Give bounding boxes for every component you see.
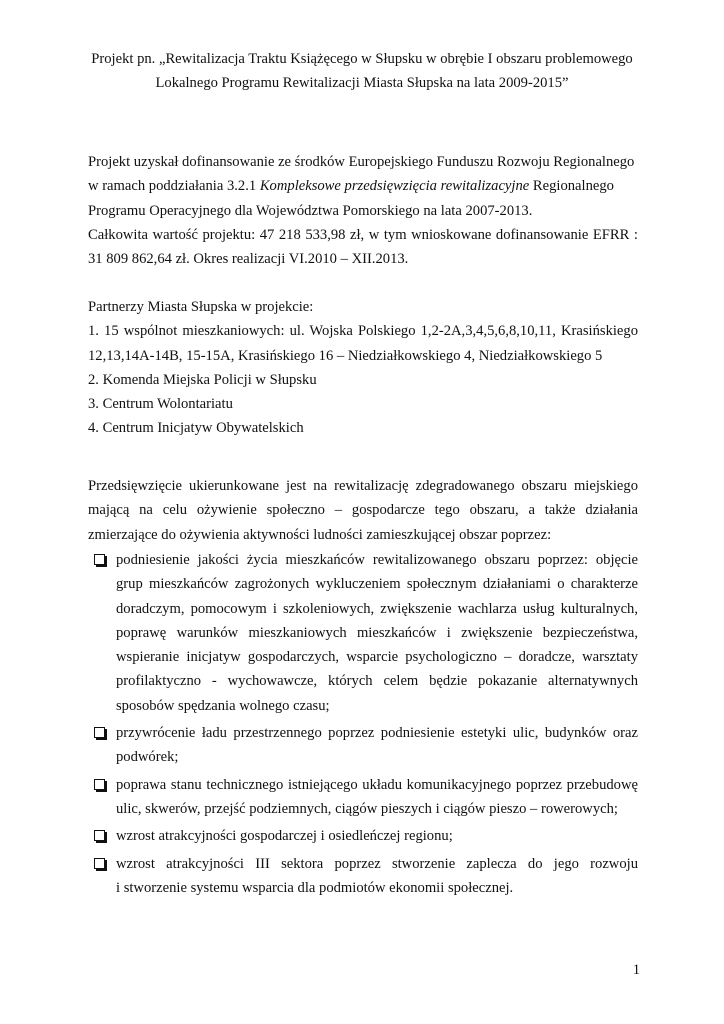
goals-bullet-list [88, 548, 638, 903]
funding-paragraph [88, 150, 638, 271]
bullet-item [88, 824, 638, 848]
bullet-line: doradczym, pomocowym i szkoleniowych, zwiększenie wachlarza usług kulturalnych, [116, 600, 638, 617]
funding-line-2-pre: w ramach poddziałania 3.2.1 [88, 178, 260, 195]
goals-intro [88, 474, 638, 547]
checkbox-bullet-icon [94, 858, 105, 869]
partner-item-4: 4. Centrum Inicjatyw Obywatelskich [88, 420, 304, 437]
checkbox-bullet-icon [94, 554, 105, 565]
bullet-line: podniesienie jakości życia mieszkańców rewitalizowanego obszaru poprzez: objęcie [116, 552, 638, 568]
partners-heading: Partnerzy Miasta Słupska w projekcie: [88, 299, 314, 315]
page-number: 1 [632, 962, 640, 978]
bullet-line: poprawa stanu technicznego istniejącego układu komunikacyjnego poprzez przebudowę [116, 776, 638, 793]
title-line-1: Projekt pn. „Rewitalizacja Traktu Książęcego w Słupsku w obrębie I obszaru problemowego [91, 51, 633, 67]
checkbox-bullet-icon [94, 727, 105, 738]
bullet-line: i stworzenie systemu wsparcia dla podmiotów ekonomii społecznej. [116, 879, 514, 896]
partner-item-1-line-1: 1. 15 wspólnot mieszkaniowych: ul. Wojska Polskiego 1,2-2A,3,4,5,6,8,10,11, Krasińskiego [88, 323, 638, 340]
bullet-line: sposobów spędzania wolnego czasu; [116, 697, 330, 714]
funding-line-4: Całkowita wartość projektu: 47 218 533,98 zł, w tym wnioskowane dofinansowanie EFRR : [88, 226, 638, 243]
bullet-item [88, 548, 638, 718]
bullet-line: przywrócenie ładu przestrzennego poprzez podniesienie estetyki ulic, budynków oraz [116, 725, 638, 742]
partner-item-1-line-2: 12,13,14A-14B, 15-15A, Krasińskiego 16 – Niedziałkowskiego 4, Niedziałkowskiego 5 [88, 347, 603, 364]
funding-line-2 [88, 174, 638, 198]
goals-intro-line-3: zmierzające do ożywienia aktywności ludności zamieszkującej obszar poprzez: [88, 526, 552, 543]
bullet-line: wspieranie inicjatyw gospodarczych, wsparcie psychologiczno – doradcze, warsztaty [116, 649, 638, 666]
bullet-line: grup mieszkańców zagrożonych wykluczeniem społecznym działaniami o charakterze [116, 576, 638, 593]
partner-item-2: 2. Komenda Miejska Policji w Słupsku [88, 371, 317, 388]
goals-intro-line-2: mającą na celu ożywienie społeczno – gospodarcze tego obszaru, a także działania [88, 502, 638, 519]
checkbox-bullet-icon [94, 830, 105, 841]
funding-line-1: Projekt uzyskał dofinansowanie ze środków Europejskiego Funduszu Rozwoju Regionalnego [88, 154, 635, 170]
partner-item-3: 3. Centrum Wolontariatu [88, 396, 233, 413]
bullet-line: podwórek; [116, 749, 179, 766]
bullet-line: profilaktyczno - wychowawcze, których celem będzie pokazanie alternatywnych [116, 673, 638, 690]
bullet-line: wzrost atrakcyjności III sektora poprzez stworzenie zaplecza do jego rozwoju [116, 855, 638, 872]
partners-section [88, 295, 638, 441]
goals-intro-line-1: Przedsięwzięcie ukierunkowane jest na rewitalizację zdegradowanego obszaru miejskiego [88, 478, 638, 494]
funding-program-name: Kompleksowe przedsięwzięcia rewitalizacyjne [259, 178, 530, 195]
bullet-line: ulic, skwerów, przejść podziemnych, ciągów pieszych i ciągów pieszo – rowerowych; [116, 800, 618, 817]
funding-line-2-post: Regionalnego [529, 178, 614, 195]
bullet-item [88, 852, 638, 901]
bullet-item [88, 773, 638, 822]
funding-line-3: Programu Operacyjnego dla Województwa Pomorskiego na lata 2007-2013. [88, 202, 533, 219]
title-line-2: Lokalnego Programu Rewitalizacji Miasta Słupska na lata 2009-2015” [155, 75, 569, 91]
bullet-line: wzrost atrakcyjności gospodarczej i osiedleńczej regionu; [116, 828, 453, 845]
bullet-line: poprawę warunków mieszkaniowych mieszkańców i zwiększenie bezpieczeństwa, [116, 624, 638, 641]
bullet-item [88, 721, 638, 770]
funding-line-5: 31 809 862,64 zł. Okres realizacji VI.2010 – XII.2013. [88, 251, 409, 268]
checkbox-bullet-icon [94, 779, 105, 790]
page-title [70, 47, 654, 95]
